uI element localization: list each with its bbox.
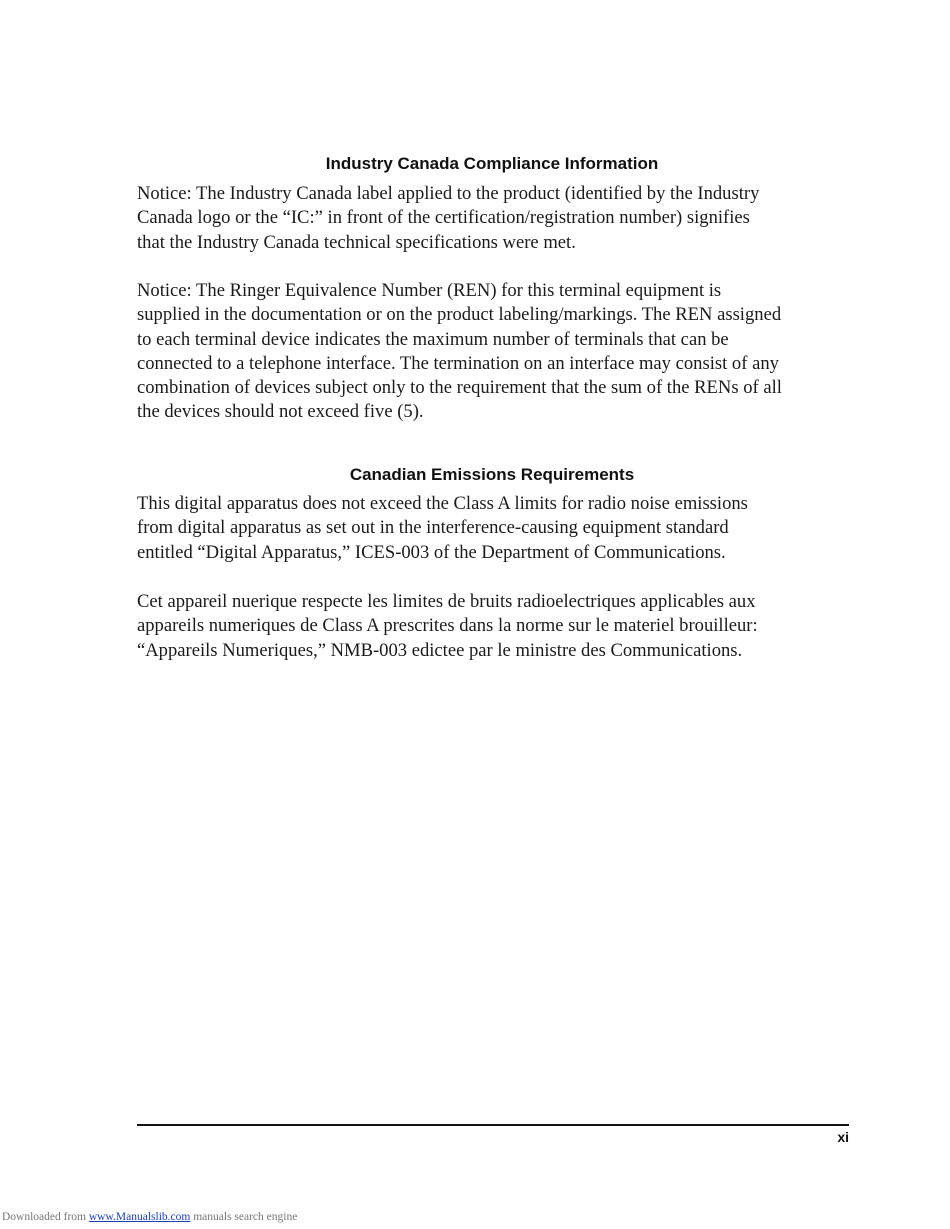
paragraph-emissions-french — [137, 590, 849, 663]
download-footer-suffix: manuals search engine — [190, 1211, 298, 1223]
text-line: Canada logo or the “IC:” in front of the certification/registration number) signifies — [137, 207, 750, 229]
text-line: appareils numeriques de Class A prescrites dans la norme sur le materiel brouilleur: — [137, 615, 758, 637]
text-line: the devices should not exceed five (5). — [137, 401, 424, 423]
text-line: to each terminal device indicates the maximum number of terminals that can be — [137, 328, 729, 350]
text-line: that the Industry Canada technical specifications were met. — [137, 231, 576, 253]
page-number: xi — [837, 1129, 849, 1145]
download-footer — [2, 1211, 297, 1223]
download-footer-prefix: Downloaded from — [2, 1211, 89, 1223]
section-heading-canadian-emissions: Canadian Emissions Requirements — [349, 465, 635, 484]
text-line: Notice: The Industry Canada label applied to the product (identified by the Industry — [137, 183, 760, 204]
paragraph-ic-label-notice — [137, 182, 849, 255]
text-line: This digital apparatus does not exceed the Class A limits for radio noise emissions — [137, 493, 748, 514]
manualslib-link[interactable]: www.Manualslib.com — [88, 1211, 191, 1223]
text-line: Cet appareil nuerique respecte les limites de bruits radioelectriques applicables aux — [137, 591, 756, 612]
footer-divider — [137, 1124, 849, 1126]
text-line: Notice: The Ringer Equivalence Number (REN) for this terminal equipment is — [137, 280, 722, 301]
text-line: combination of devices subject only to the requirement that the sum of the RENs of all — [137, 377, 782, 399]
text-line: “Appareils Numeriques,” NMB-003 edictee par le ministre des Communications. — [137, 639, 743, 661]
paragraph-emissions-english — [137, 492, 849, 565]
paragraph-ren-notice — [137, 279, 849, 425]
text-line: from digital apparatus as set out in the interference-causing equipment standard — [137, 517, 729, 539]
text-line: entitled “Digital Apparatus,” ICES-003 of the Department of Communications. — [137, 541, 726, 563]
text-line: connected to a telephone interface. The termination on an interface may consist of any — [137, 352, 779, 374]
text-line: supplied in the documentation or on the product labeling/markings. The REN assigned — [137, 304, 782, 326]
section-heading-industry-canada: Industry Canada Compliance Information — [325, 154, 659, 173]
